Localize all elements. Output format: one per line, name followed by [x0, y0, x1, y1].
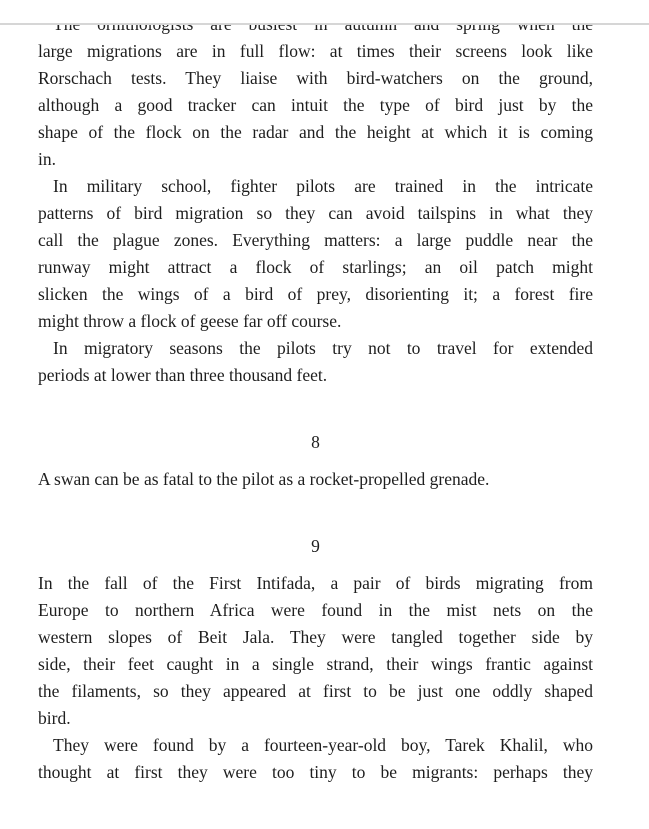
- text-line: A swan can be as fatal to the pilot as a rocket-propelled grenade.: [38, 469, 490, 489]
- text-line: patterns of bird migration so they can avoid tailspins in what they: [38, 203, 593, 223]
- top-clip-mask: [0, 0, 649, 23]
- text-line: shape of the flock on the radar and the height at which it is coming: [38, 122, 593, 142]
- text-line: In military school, fighter pilots are trained in the intricate: [53, 176, 593, 196]
- text-line: call the plague zones. Everything matters: a large puddle near the: [38, 230, 593, 250]
- paragraph: [38, 732, 593, 786]
- section-number: 8: [311, 432, 320, 452]
- text-column: [38, 11, 593, 786]
- text-line: although a good tracker can intuit the type of bird just by the: [38, 95, 593, 115]
- paragraph: [38, 335, 593, 389]
- paragraph: [38, 570, 593, 732]
- text-line: They were found by a fourteen-year-old boy, Tarek Khalil, who: [53, 735, 593, 755]
- text-line: Rorschach tests. They liaise with bird-watchers on the ground,: [38, 68, 593, 88]
- text-line: In migratory seasons the pilots try not to travel for extended: [53, 338, 593, 358]
- text-line: bird.: [38, 708, 71, 728]
- text-line: slicken the wings of a bird of prey, disorienting it; a forest fire: [38, 284, 593, 304]
- text-line: periods at lower than three thousand feet.: [38, 365, 328, 385]
- section-number: 9: [311, 536, 320, 556]
- text-line: large migrations are in full flow: at times their screens look like: [38, 41, 593, 61]
- paragraph: [38, 466, 593, 493]
- text-line: thought at first they were too tiny to be migrants: perhaps they: [38, 762, 593, 782]
- paragraph: [38, 173, 593, 335]
- text-line: in.: [38, 149, 56, 169]
- text-line: runway might attract a flock of starlings; an oil patch might: [38, 257, 593, 277]
- text-line: Europe to northern Africa were found in the mist nets on the: [38, 600, 593, 620]
- text-line: western slopes of Beit Jala. They were tangled together side by: [38, 627, 593, 647]
- text-line: the filaments, so they appeared at first to be just one oddly shaped: [38, 681, 593, 701]
- text-line: side, their feet caught in a single strand, their wings frantic against: [38, 654, 593, 674]
- page-top-divider: [0, 23, 649, 25]
- text-line: In the fall of the First Intifada, a pair of birds migrating from: [38, 573, 593, 593]
- text-line: might throw a flock of geese far off course.: [38, 311, 342, 331]
- paragraph: [38, 11, 593, 173]
